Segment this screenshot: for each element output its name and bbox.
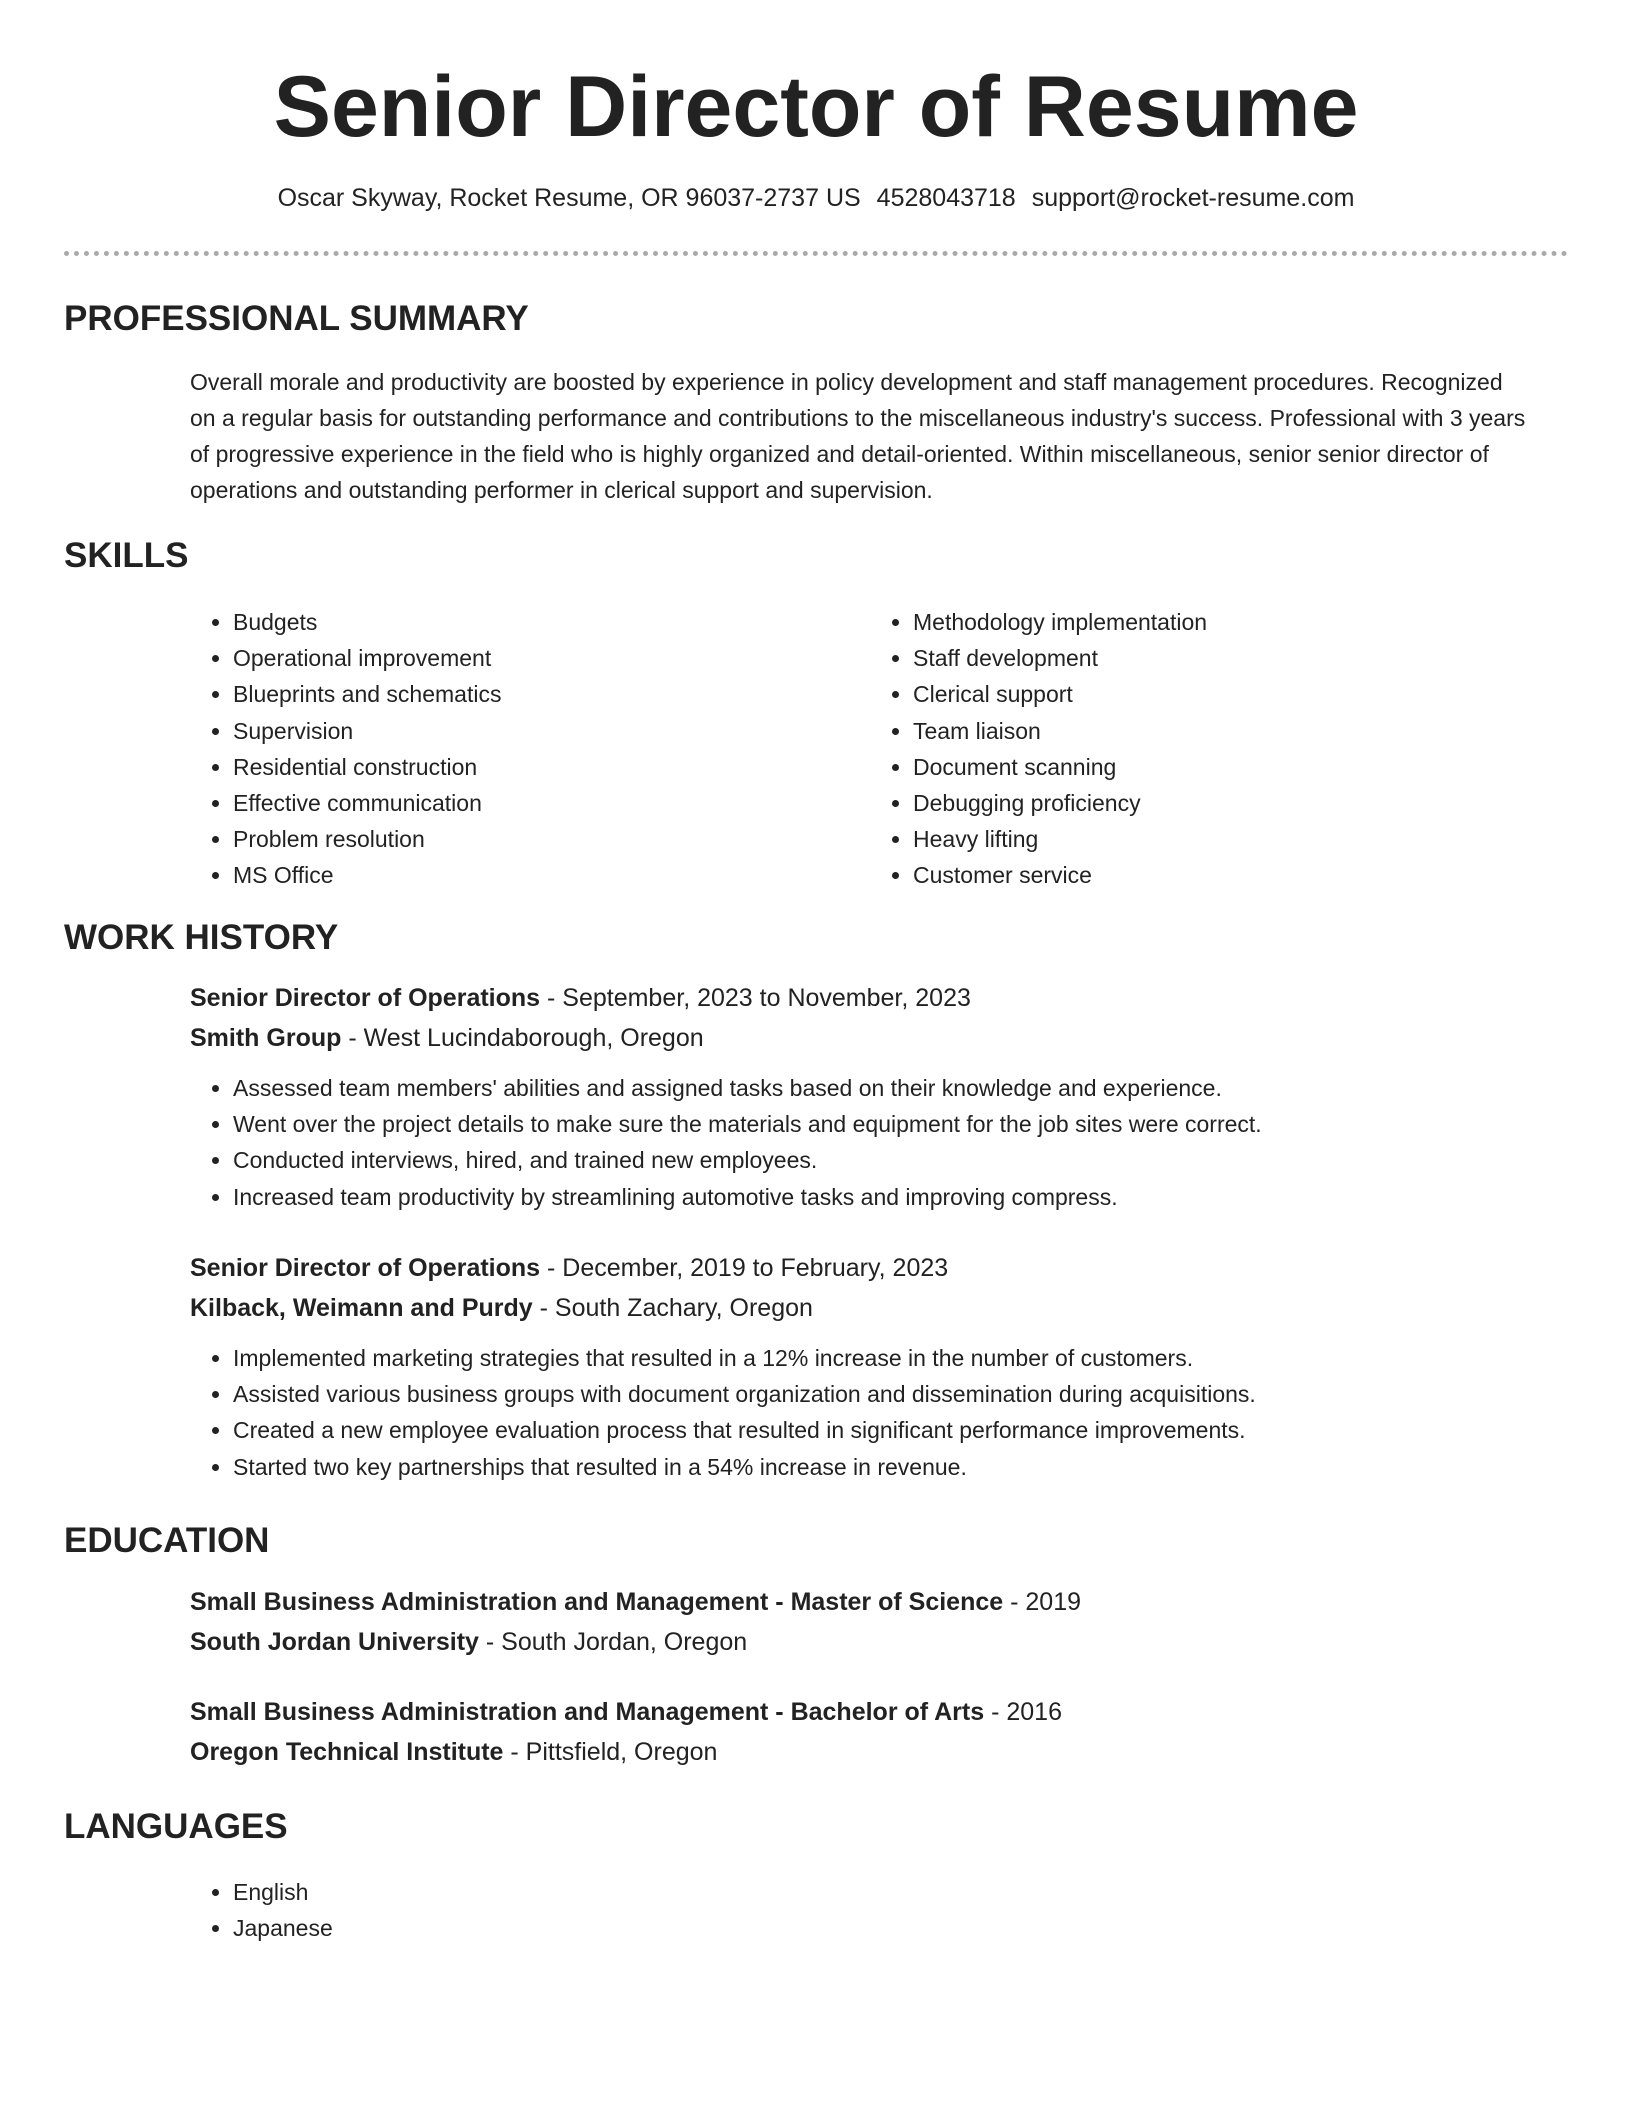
skill-item: • Clerical support [913,676,1533,712]
job-location: - West Lucindaborough, Oregon [341,1024,704,1052]
skill-item: • Staff development [913,640,1533,676]
work-heading: WORK HISTORY [64,918,339,957]
job-dates: - September, 2023 to November, 2023 [540,984,971,1012]
education-degree-line [190,1582,1530,1622]
skill-item: • Methodology implementation [913,604,1533,640]
job-dates: - December, 2019 to February, 2023 [540,1254,949,1282]
education-school: South Jordan University [190,1628,479,1656]
education-entry [190,1692,1530,1772]
job-bullet: • Started two key partnerships that resulted in a 54% increase in revenue. [233,1449,1530,1485]
education-year: - 2019 [1003,1588,1082,1616]
skill-item: • Supervision [233,713,853,749]
job-title-line [190,978,1530,1018]
education-school-line [190,1622,1530,1662]
language-item: • Japanese [233,1910,333,1946]
job-bullet: • Assisted various business groups with document organization and dissemination during acquisitions. [233,1376,1530,1412]
education-degree-line [190,1692,1530,1732]
skills-list-right [870,604,1533,894]
skills-heading: SKILLS [64,536,189,575]
skill-item: • MS Office [233,857,853,893]
skill-item: • Effective communication [233,785,853,821]
education-degree: Small Business Administration and Management - Master of Science [190,1588,1004,1616]
education-degree: Small Business Administration and Management - Bachelor of Arts [190,1698,985,1726]
contact-line [0,180,1632,216]
contact-address: Oscar Skyway, Rocket Resume, OR 96037-2737 US [277,184,861,212]
job-bullet: • Increased team productivity by streamlining automotive tasks and improving compress. [233,1179,1530,1215]
skill-item: • Customer service [913,857,1533,893]
language-item: • English [233,1874,333,1910]
header-divider [64,251,1568,256]
job-company: Smith Group [190,1024,342,1052]
job-entry [190,1248,1530,1485]
languages-heading: LANGUAGES [64,1807,288,1846]
skill-item: • Problem resolution [233,821,853,857]
job-title: Senior Director of Operations [190,984,541,1012]
job-entry [190,978,1530,1215]
job-title-line [190,1248,1530,1288]
education-year: - 2016 [984,1698,1062,1726]
education-location: - South Jordan, Oregon [478,1628,748,1656]
job-company-line [190,1018,1530,1058]
skill-item: • Budgets [233,604,853,640]
skill-item: • Residential construction [233,749,853,785]
job-company-line [190,1288,1530,1328]
job-bullets [190,1340,1530,1485]
job-title: Senior Director of Operations [190,1254,541,1282]
job-location: - South Zachary, Oregon [532,1294,813,1322]
education-location: - Pittsfield, Oregon [503,1738,718,1766]
summary-text: Overall morale and productivity are boosted by experience in policy development and staff management procedures. Recognized on a regular basis for outstanding performance and contributions to the miscellaneous industry's success. Professional with 3 years of progressive experience in the field who is highly organized and detail-oriented. Within miscellaneous, senior senior director of operations and outstanding performer in clerical support and supervision. [190,369,1526,503]
skills-list-left [190,604,853,894]
job-bullet: • Conducted interviews, hired, and trained new employees. [233,1142,1530,1178]
job-bullets [190,1070,1530,1215]
job-bullet: • Implemented marketing strategies that resulted in a 12% increase in the number of customers. [233,1340,1530,1376]
job-company: Kilback, Weimann and Purdy [190,1294,533,1322]
contact-phone: 4528043718 [876,184,1016,212]
skill-item: • Operational improvement [233,640,853,676]
skill-item: • Team liaison [913,713,1533,749]
resume-title: Senior Director of Resume [273,59,1359,155]
contact-email: support@rocket-resume.com [1031,184,1355,212]
education-entry [190,1582,1530,1662]
education-heading: EDUCATION [64,1521,270,1560]
job-bullet: • Went over the project details to make sure the materials and equipment for the job sites were correct. [233,1106,1530,1142]
skill-item: • Blueprints and schematics [233,676,853,712]
education-school: Oregon Technical Institute [190,1738,504,1766]
skill-item: • Debugging proficiency [913,785,1533,821]
skill-item: • Document scanning [913,749,1533,785]
education-school-line [190,1732,1530,1772]
job-bullet: • Assessed team members' abilities and assigned tasks based on their knowledge and experience. [233,1070,1530,1106]
languages-list [190,1874,333,1946]
skill-item: • Heavy lifting [913,821,1533,857]
summary-heading: PROFESSIONAL SUMMARY [64,299,529,338]
job-bullet: • Created a new employee evaluation process that resulted in significant performance improvements. [233,1412,1530,1448]
